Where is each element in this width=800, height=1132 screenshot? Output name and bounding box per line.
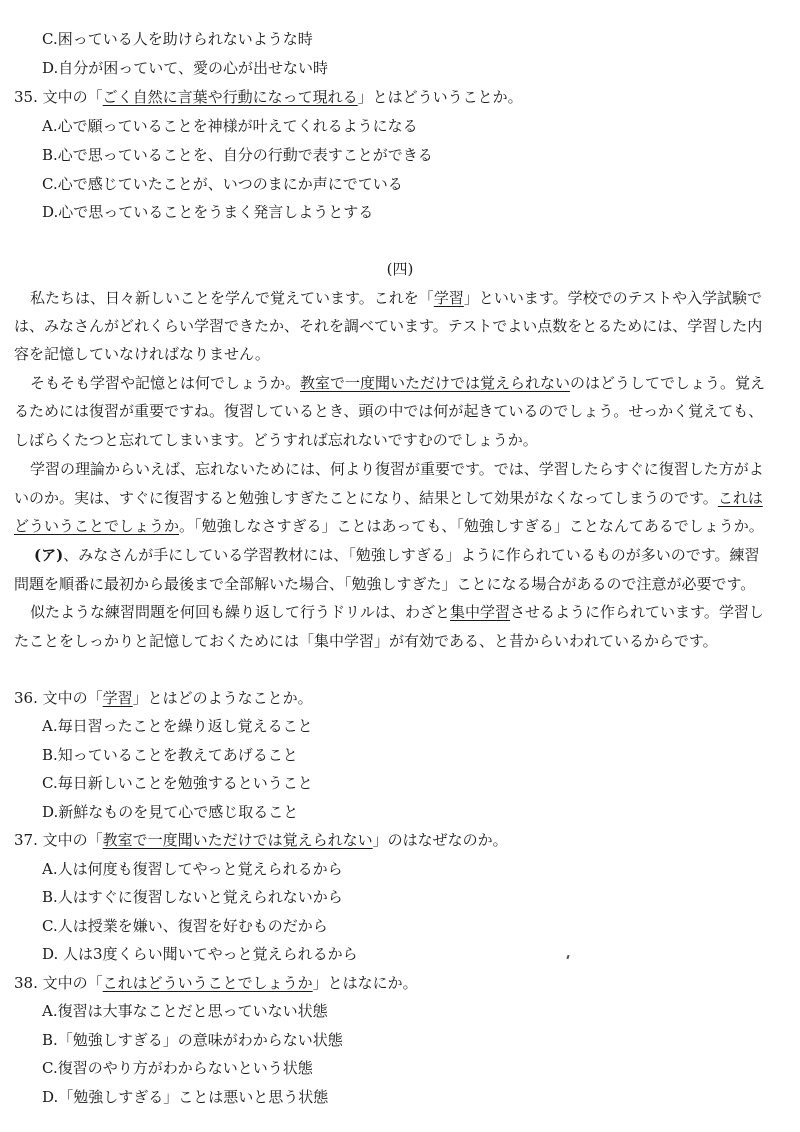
underlined-phrase: どういうことでしょうか — [14, 517, 180, 535]
underlined-phrase: 学習 — [102, 689, 133, 707]
passage-text: 似たような練習問題を何回も繰り返して行うドリルは、わざと — [30, 603, 451, 621]
q38-option-c: C.復習のやり方がわからないという状態 — [42, 1059, 313, 1077]
q37-option-b: B.人はすぐに復習しないと覚えられないから — [42, 888, 343, 906]
passage-text: 」といいます。学校でのテストや入学試験で — [463, 289, 763, 307]
q35-option-d: D.心で思っていることをうまく発言しようとする — [42, 203, 374, 221]
q38-question — [14, 974, 418, 992]
question-prefix: 文中の「 — [42, 831, 103, 849]
q37-option-c: C.人は授業を嫌い、復習を好むものだから — [42, 917, 328, 935]
q38-option-a: A.復習は大事なことだと思っていない状態 — [42, 1002, 328, 1020]
passage-text: のはどうしてでしょう。覚え — [570, 374, 766, 392]
passage-text: 私たちは、日々新しいことを学んで覚えています。これを「 — [30, 289, 434, 307]
passage-p2-line3: しばらくたつと忘れてしまいます。どうすれば忘れないですむのでしょうか。 — [14, 431, 538, 449]
passage-p1-line1 — [30, 289, 762, 307]
q38-option-d: D.「勉強しすぎる」ことは悪いと思う状態 — [42, 1088, 329, 1106]
passage-p3-line1: 学習の理論からいえば、忘れないためには、何より復習が重要です。では、学習したらすぐに復習した方がよ — [30, 460, 764, 478]
passage-text: そもそも学習や記憶とは何でしょうか。 — [30, 374, 301, 392]
question-suffix: 」とはどういうことか。 — [357, 88, 523, 106]
passage-p3-line2 — [14, 489, 763, 507]
blank-marker: (ア) — [34, 546, 64, 564]
passage-p4-line1 — [34, 546, 760, 564]
scan-speck — [566, 955, 569, 959]
underlined-phrase: これはどういうことでしょうか — [102, 974, 313, 992]
passage-p5-line1 — [30, 603, 764, 621]
underlined-phrase: これは — [717, 489, 763, 507]
underlined-phrase: 教室で一度聞いただけでは覚えられない — [102, 831, 373, 849]
q36-option-b: B.知っていることを教えてあげること — [42, 746, 298, 764]
question-suffix: 」とはなにか。 — [312, 974, 418, 992]
question-number: 37. — [14, 831, 38, 849]
question-number: 36. — [14, 689, 38, 707]
question-suffix: 」のはなぜなのか。 — [372, 831, 508, 849]
underlined-phrase: 学習 — [433, 289, 464, 307]
question-number: 35. — [14, 88, 38, 106]
q37-question — [14, 831, 508, 849]
underlined-phrase: 集中学習 — [450, 603, 511, 621]
passage-p4-line2: 問題を順番に最初から最後まで全部解いた場合、「勉強しすぎた」ことになる場合があるので注意が必要です。 — [14, 575, 756, 593]
passage-p2-line1 — [30, 374, 765, 392]
passage-text: 。「勉強しなさすぎる」ことはあっても、「勉強しすぎる」ことなんてあるでしょうか。 — [179, 517, 764, 535]
q35-option-c: C.心で感じていたことが、いつのまにか声にでている — [42, 175, 403, 193]
question-prefix: 文中の「 — [42, 974, 103, 992]
q35-option-a: A.心で願っていることを神様が叶えてくれるようになる — [42, 117, 418, 135]
q34-option-c: C.困っている人を助けられないような時 — [42, 30, 313, 48]
underlined-phrase: ごく自然に言葉や行動になって現れる — [102, 88, 358, 106]
q36-question — [14, 689, 313, 707]
q35-question — [14, 88, 523, 106]
q34-option-d: D.自分が困っていて、愛の心が出せない時 — [42, 59, 328, 77]
q35-option-b: B.心で思っていることを、自分の行動で表すことができる — [42, 146, 433, 164]
passage-text: 、みなさんが手にしている学習教材には、「勉強しすぎる」ように作られているものが多いのです。練習 — [63, 546, 760, 564]
q36-option-c: C.毎日新しいことを勉強するということ — [42, 774, 313, 792]
passage-text: させるように作られています。学習し — [510, 603, 764, 621]
passage-p5-line2: たことをしっかりと記憶しておくためには「集中学習」が有効である、と昔からいわれているからです。 — [14, 632, 718, 650]
underlined-phrase: 教室で一度聞いただけでは覚えられない — [300, 374, 571, 392]
question-number: 38. — [14, 974, 38, 992]
passage-text: いのか。実は、すぐに復習すると勉強しすぎたことになり、結果として効果がなくなってしまうのです。 — [14, 489, 718, 507]
passage-p3-line3 — [14, 517, 764, 535]
passage-p2-line2: るためには復習が重要ですね。復習しているとき、頭の中では何が起きているのでしょう。せっかく覚えても、 — [14, 402, 764, 420]
question-prefix: 文中の「 — [42, 88, 103, 106]
q37-option-a: A.人は何度も復習してやっと覚えられるから — [42, 860, 343, 878]
q38-option-b: B.「勉強しすぎる」の意味がわからない状態 — [42, 1031, 343, 1049]
q36-option-d: D.新鮮なものを見て心で感じ取ること — [42, 803, 299, 821]
q37-option-d: D. 人は3度くらい聞いてやっと覚えられるから — [42, 945, 358, 963]
question-suffix: 」とはどのようなことか。 — [132, 689, 313, 707]
passage-p1-line3: 容を記憶していなければなりません。 — [14, 345, 270, 363]
q36-option-a: A.毎日習ったことを繰り返し覚えること — [42, 717, 313, 735]
section-title: (四) — [386, 260, 414, 278]
question-prefix: 文中の「 — [42, 689, 103, 707]
passage-p1-line2: は、みなさんがどれくらい学習できたか、それを調べています。テストでよい点数をとるためには、学習した内 — [14, 317, 763, 335]
